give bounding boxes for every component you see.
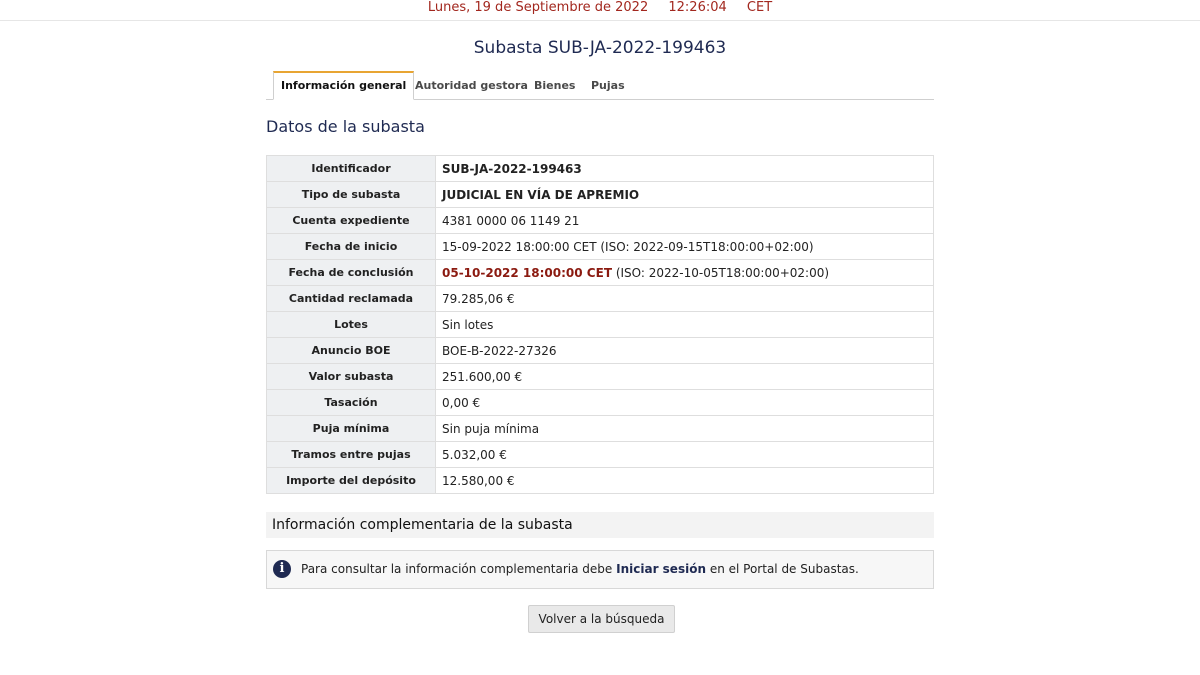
section-title: Datos de la subasta [266,117,425,136]
row-label: Cantidad reclamada [267,286,436,312]
complementary-info-title: Información complementaria de la subasta [266,512,934,538]
table-row [267,468,934,494]
timezone: CET [746,0,773,15]
page-title: Subasta SUB-JA-2022-199463 [473,38,727,58]
row-value: SUB-JA-2022-199463 [436,156,934,182]
tab-pujas[interactable]: Pujas [591,79,625,92]
login-link[interactable]: Iniciar sesión [616,562,706,576]
row-value: 79.285,06 € [436,286,934,312]
back-to-search-button[interactable]: Volver a la búsqueda [528,605,675,633]
conclusion-date-iso: (ISO: 2022-10-05T18:00:00+02:00) [612,265,830,280]
current-date: Lunes, 19 de Septiembre de 2022 [427,0,649,15]
row-label: Anuncio BOE [267,338,436,364]
row-label: Tasación [267,390,436,416]
row-value: 4381 0000 06 1149 21 [436,208,934,234]
table-row [267,286,934,312]
tab-informacion-general[interactable]: Información general [273,71,414,100]
row-label: Fecha de conclusión [267,260,436,286]
complementary-info-text [301,551,859,588]
row-value: 5.032,00 € [436,442,934,468]
table-row [267,416,934,442]
row-label: Valor subasta [267,364,436,390]
row-label: Tipo de subasta [267,182,436,208]
tab-bar [266,72,934,100]
row-value: 12.580,00 € [436,468,934,494]
table-row [267,390,934,416]
row-value: 0,00 € [436,390,934,416]
row-value [436,260,934,286]
row-label: Importe del depósito [267,468,436,494]
table-row [267,234,934,260]
table-row [267,338,934,364]
table-row [267,182,934,208]
tab-bienes[interactable]: Bienes [534,79,576,92]
row-value: BOE-B-2022-27326 [436,338,934,364]
row-value: 251.600,00 € [436,364,934,390]
row-label: Identificador [267,156,436,182]
table-row [267,442,934,468]
table-row [267,364,934,390]
row-label: Lotes [267,312,436,338]
info-text-before: Para consultar la información complementaria debe [301,562,617,576]
table-row [267,208,934,234]
row-label: Cuenta expediente [267,208,436,234]
auction-data-table [266,155,934,494]
row-label: Fecha de inicio [267,234,436,260]
table-row [267,260,934,286]
row-value: Sin puja mínima [436,416,934,442]
complementary-info-box [266,550,934,589]
row-value: JUDICIAL EN VÍA DE APREMIO [436,182,934,208]
tab-autoridad-gestora[interactable]: Autoridad gestora [415,79,528,92]
table-row [267,312,934,338]
info-icon: i [273,560,291,578]
current-time: 12:26:04 [668,0,727,15]
row-value: 15-09-2022 18:00:00 CET (ISO: 2022-09-15T18:00:00+02:00) [436,234,934,260]
info-text-after: en el Portal de Subastas. [706,562,859,576]
table-row [267,156,934,182]
row-label: Puja mínima [267,416,436,442]
row-label: Tramos entre pujas [267,442,436,468]
row-value: Sin lotes [436,312,934,338]
date-time-bar [0,0,1200,21]
conclusion-date-highlight: 05-10-2022 18:00:00 CET [442,265,612,280]
